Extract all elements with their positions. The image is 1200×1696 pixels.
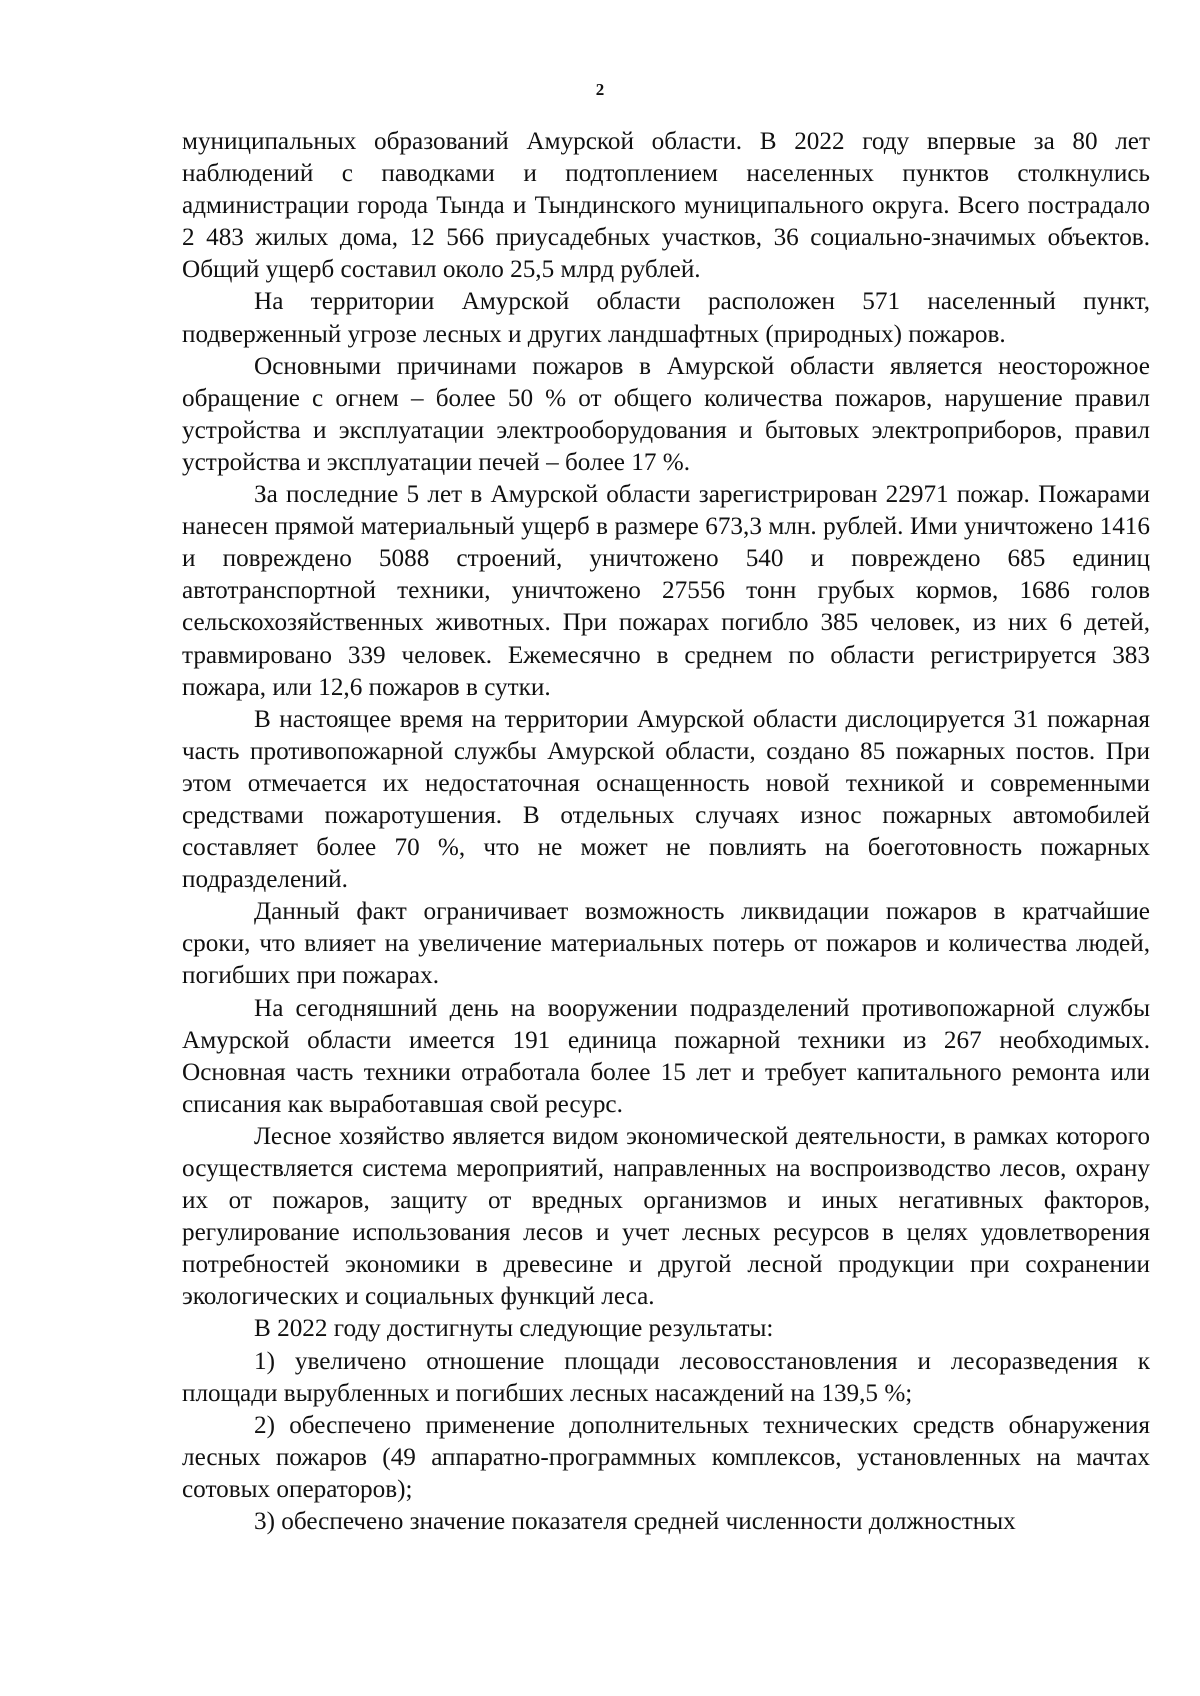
paragraph-fire-units: В настоящее время на территории Амурской области дислоцируется 31 пожарная часть противопожарной службы Амурской области, создано 85 пожарных постов. При этом отмечается их недостаточная оснащенность новой техникой и современными средствами пожаротушения. В отдельных случаях износ пожарных автомобилей составляет более 70 %, что не может не повлиять на боеготовность пожарных подразделений. — [182, 705, 1150, 894]
paragraph-equipment: На сегодняшний день на вооружении подразделений противопожарной службы Амурской области имеется 191 единица пожарной техники из 267 необходимых. Основная часть техники отработала более 15 лет и требует капитального ремонта или списания как выработавшая свой ресурс. — [182, 994, 1150, 1118]
paragraph-results-intro: В 2022 году достигнуты следующие результаты: — [254, 1315, 774, 1343]
result-item-2: 2) обеспечено применение дополнительных технических средств обнаружения лесных пожаров (49 аппаратно-программных комплексов, установленных на мачтах сотовых операторов); — [182, 1411, 1150, 1503]
paragraph-forestry: Лесное хозяйство является видом экономической деятельности, в рамках которого осуществляется система мероприятий, направленных на воспроизводство лесов, охрану их от пожаров, защиту от вредных организмов и иных негативных факторов, регулирование использования лесов и учет лесных ресурсов в целях удовлетворения потребностей экономики в древесине и другой лесной продукции при сохранении экологических и социальных функций леса. — [182, 1122, 1150, 1311]
paragraph-settlements: На территории Амурской области расположен 571 населенный пункт, подверженный угрозе лесных и других ландшафтных (природных) пожаров. — [182, 288, 1150, 348]
result-item-3: 3) обеспечено значение показателя средней численности должностных — [254, 1508, 1016, 1536]
paragraph-fact: Данный факт ограничивает возможность ликвидации пожаров в кратчайшие сроки, что влияет на увеличение материальных потерь от пожаров и количества людей, погибших при пожарах. — [182, 898, 1150, 990]
page-number: 2 — [595, 80, 605, 99]
document-body — [182, 126, 1150, 1538]
paragraph-continuation: муниципальных образований Амурской области. В 2022 году впервые за 80 лет наблюдений с паводками и подтоплением населенных пунктов столкнулись администрации города Тында и Тындинского муниципального округа. Всего пострадало 2 483 жилых дома, 12 566 приусадебных участков, 36 социально-значимых объектов. Общий ущерб составил около 25,5 млрд рублей. — [182, 128, 1150, 284]
result-item-1: 1) увеличено отношение площади лесовосстановления и лесоразведения к площади вырубленных и погибших лесных насаждений на 139,5 %; — [182, 1347, 1150, 1407]
paragraph-fire-causes: Основными причинами пожаров в Амурской области является неосторожное обращение с огнем – более 50 % от общего количества пожаров, нарушение правил устройства и эксплуатации электрооборудования и бытовых электроприборов, правил устройства и эксплуатации печей – более 17 %. — [182, 352, 1150, 476]
paragraph-fire-statistics: За последние 5 лет в Амурской области зарегистрирован 22971 пожар. Пожарами нанесен прямой материальный ущерб в размере 673,3 млн. рублей. Ими уничтожено 1416 и повреждено 5088 строений, уничтожено 540 и повреждено 685 единиц автотранспортной техники, уничтожено 27556 тонн грубых кормов, 1686 голов сельскохозяйственных животных. При пожарах погибло 385 человек, из них 6 детей, травмировано 339 человек. Ежемесячно в среднем по области регистрируется 383 пожара, или 12,6 пожаров в сутки. — [182, 481, 1150, 701]
